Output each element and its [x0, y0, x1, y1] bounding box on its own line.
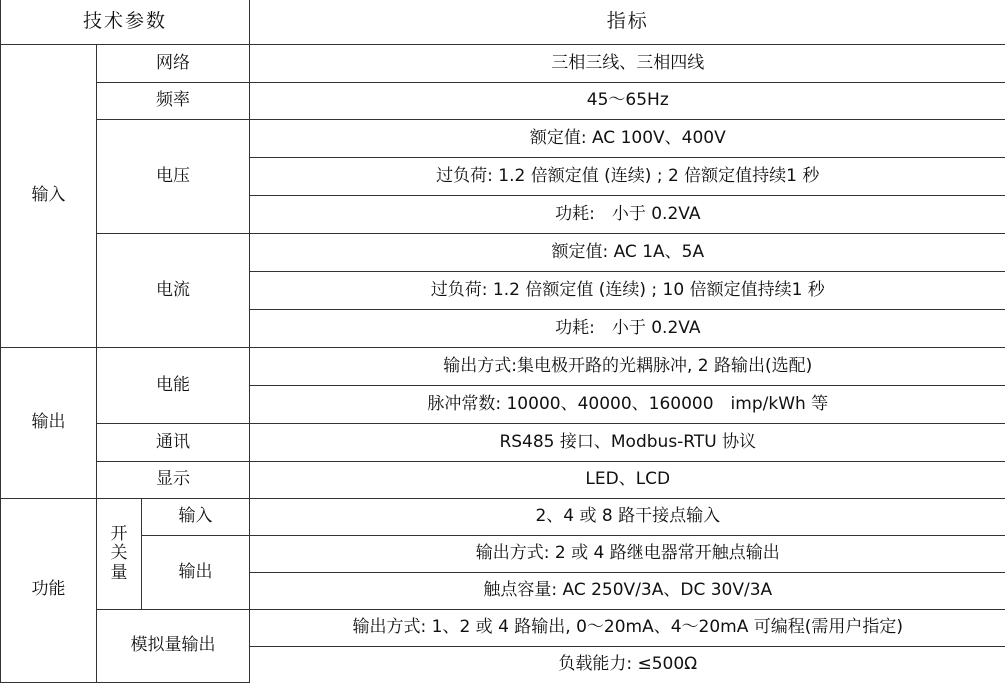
switch-label-char: 关	[110, 543, 128, 564]
frequency-value: 45～65Hz	[250, 83, 1005, 120]
voltage-rated: 额定值: AC 100V、400V	[250, 120, 1005, 158]
current-power: 功耗: 小于 0.2VA	[250, 310, 1005, 348]
table-row	[1, 348, 1005, 386]
switch-output-mode: 输出方式: 2 或 4 路继电器常开触点输出	[250, 536, 1005, 573]
current-overload: 过负荷: 1.2 倍额定值 (连续) ; 10 倍额定值持续1 秒	[250, 272, 1005, 310]
comm-value: RS485 接口、Modbus-RTU 协议	[250, 424, 1005, 462]
energy-label: 电能	[97, 348, 250, 424]
group-output-label: 输出	[1, 348, 97, 499]
display-label: 显示	[97, 462, 250, 499]
analog-label: 模拟量输出	[97, 610, 250, 683]
table-row	[1, 424, 1005, 462]
frequency-label: 频率	[97, 83, 250, 120]
header-spec: 指标	[250, 0, 1005, 45]
switch-output-capacity: 触点容量: AC 250V/3A、DC 30V/3A	[250, 573, 1005, 610]
comm-label: 通讯	[97, 424, 250, 462]
table-row	[1, 610, 1005, 647]
group-function-label: 功能	[1, 499, 97, 683]
network-label: 网络	[97, 45, 250, 83]
switch-input-label: 输入	[142, 499, 250, 536]
energy-mode: 输出方式:集电极开路的光耦脉冲, 2 路输出(选配)	[250, 348, 1005, 386]
switch-label	[97, 499, 142, 610]
table-row	[1, 234, 1005, 272]
group-input-label: 输入	[1, 45, 97, 348]
table-row	[1, 120, 1005, 158]
network-value: 三相三线、三相四线	[250, 45, 1005, 83]
analog-mode: 输出方式: 1、2 或 4 路输出, 0～20mA、4～20mA 可编程(需用户指定)	[250, 610, 1005, 647]
switch-output-label: 输出	[142, 536, 250, 610]
switch-label-char: 量	[110, 562, 128, 583]
table-header-row	[1, 0, 1005, 45]
table-row	[1, 83, 1005, 120]
voltage-label: 电压	[97, 120, 250, 234]
switch-input-value: 2、4 或 8 路干接点输入	[250, 499, 1005, 536]
energy-pulse: 脉冲常数: 10000、40000、160000 imp/kWh 等	[250, 386, 1005, 424]
current-rated: 额定值: AC 1A、5A	[250, 234, 1005, 272]
display-value: LED、LCD	[250, 462, 1005, 499]
table-row	[1, 462, 1005, 499]
table-row	[1, 45, 1005, 83]
header-param: 技术参数	[1, 0, 250, 45]
table-row	[1, 536, 1005, 573]
current-label: 电流	[97, 234, 250, 348]
table-row	[1, 499, 1005, 536]
voltage-overload: 过负荷: 1.2 倍额定值 (连续) ; 2 倍额定值持续1 秒	[250, 158, 1005, 196]
analog-load: 负载能力: ≤500Ω	[250, 647, 1005, 683]
switch-label-char: 开	[110, 523, 128, 544]
voltage-power: 功耗: 小于 0.2VA	[250, 196, 1005, 234]
